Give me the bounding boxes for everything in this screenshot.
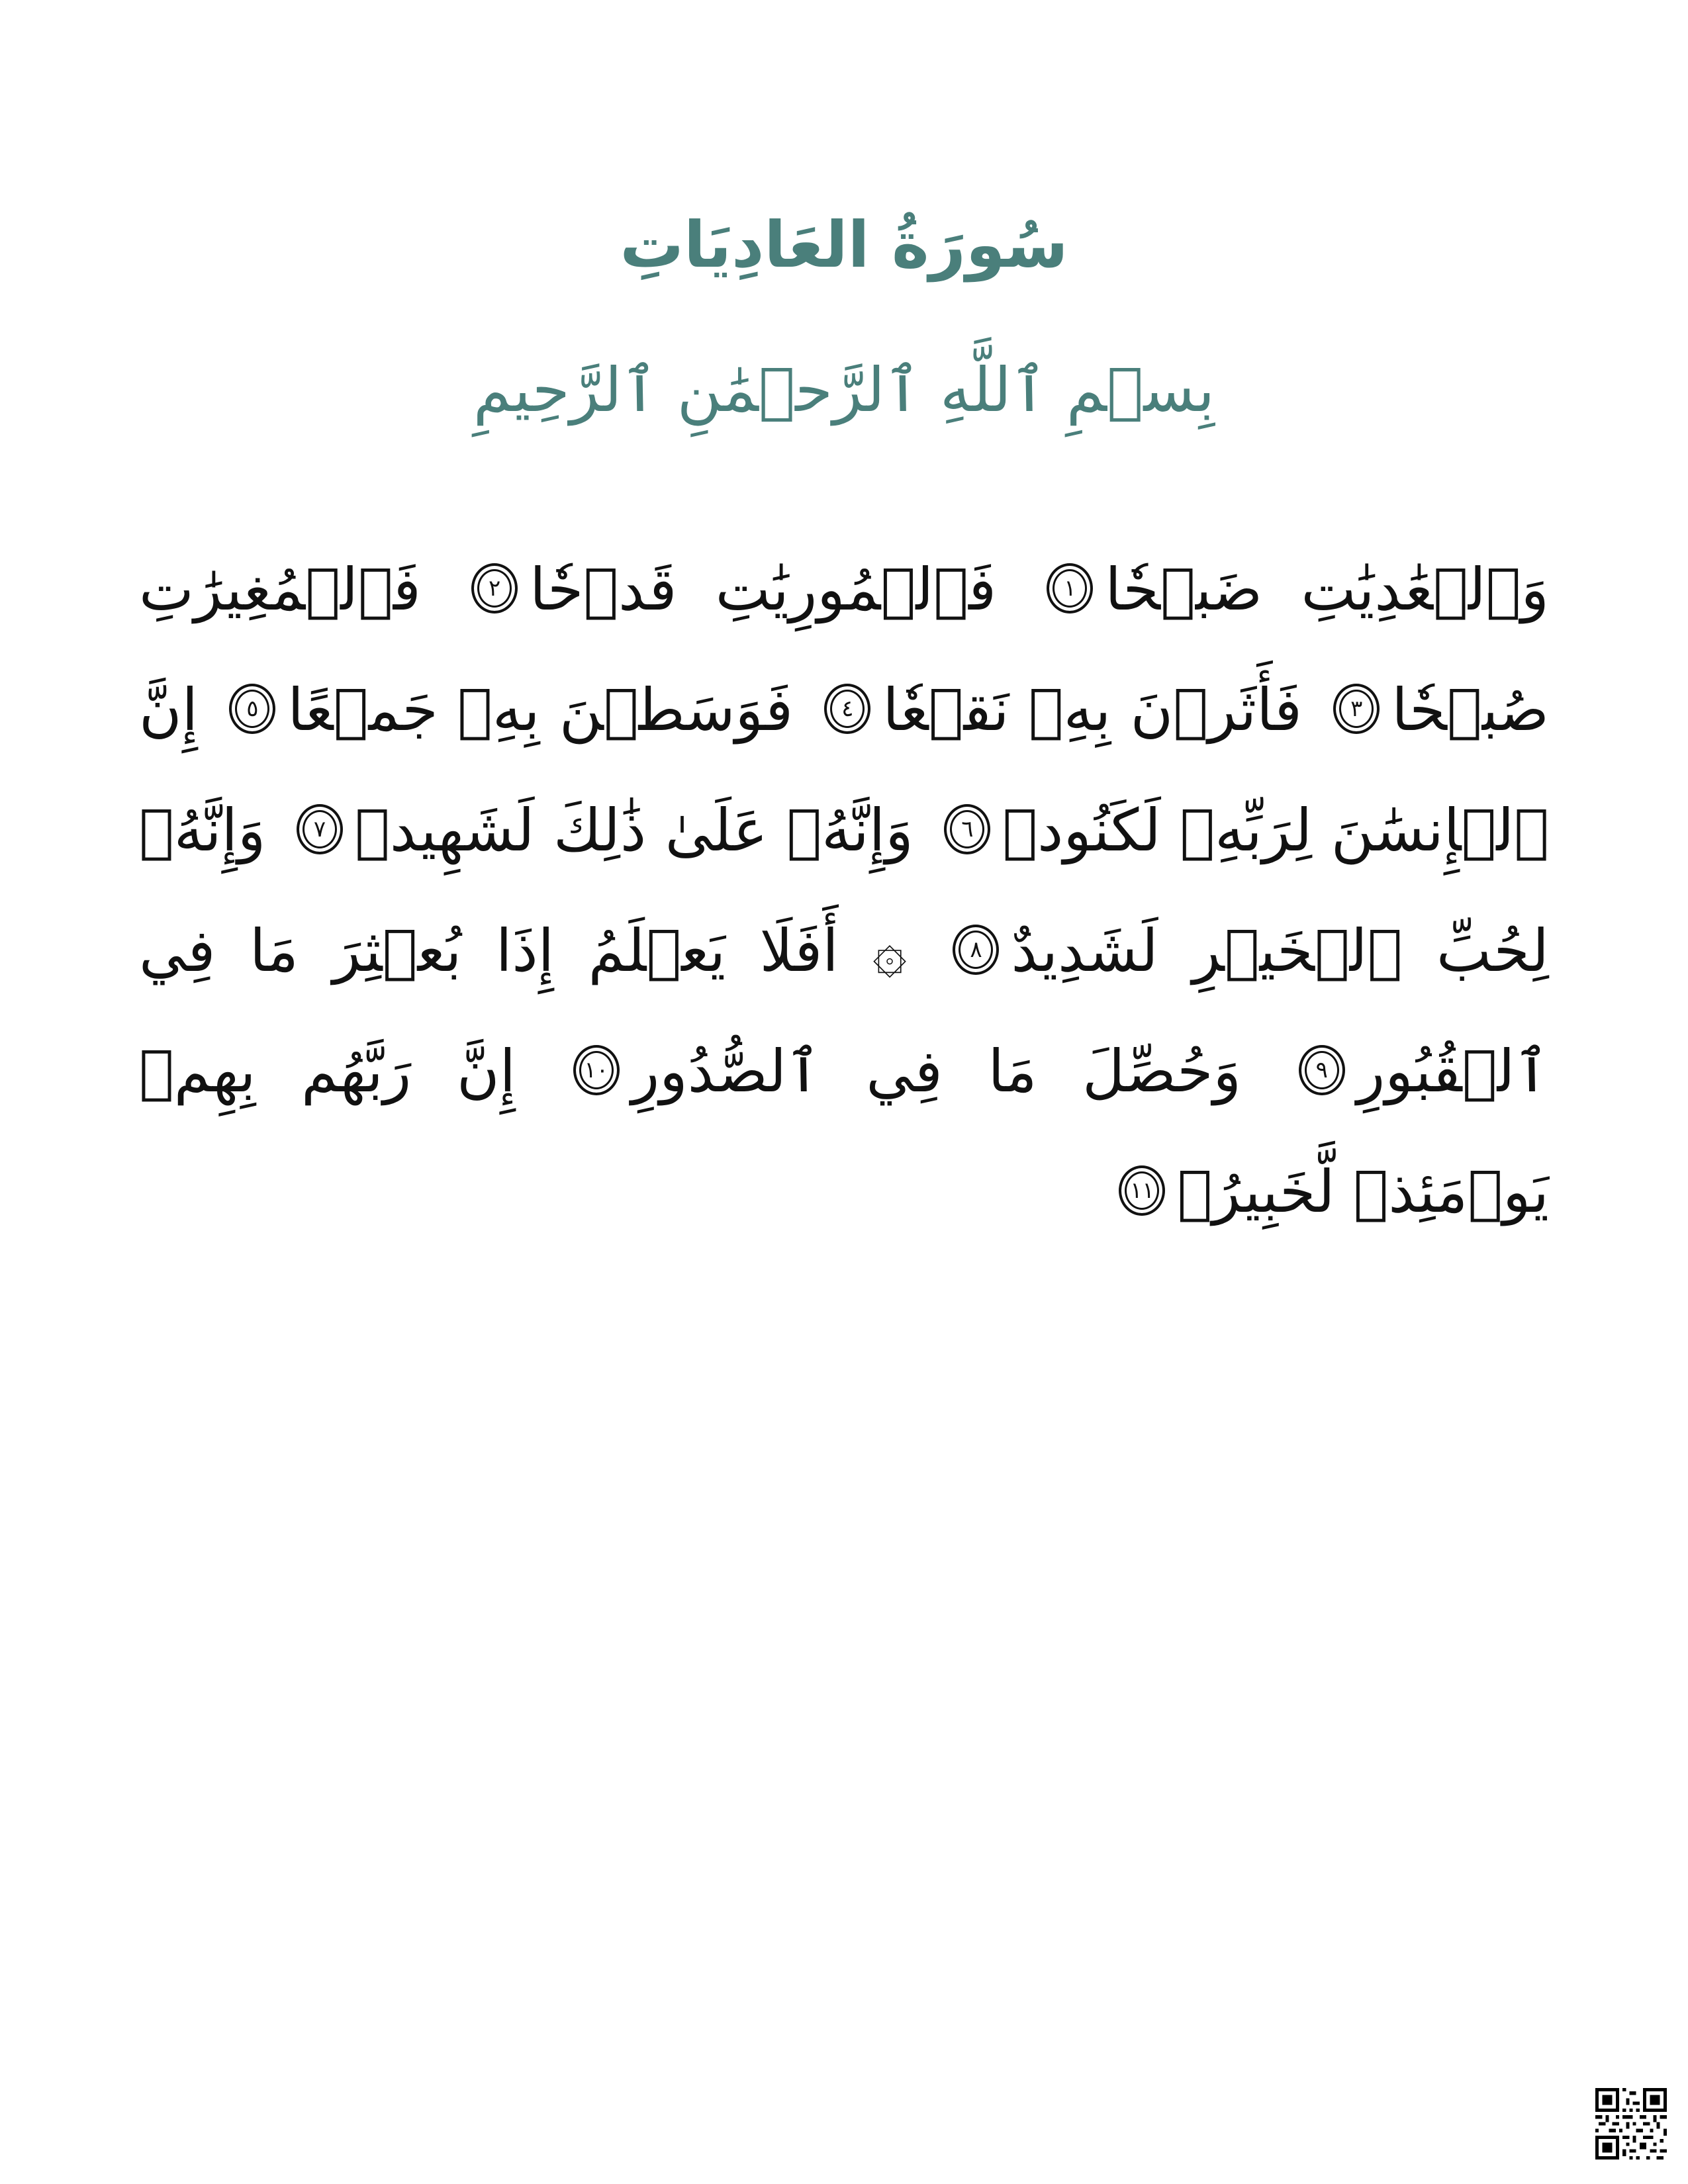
ayah-number-marker: ٨ [953, 925, 999, 975]
verse-text: وَإِنَّهُۥ عَلَىٰ ذَٰلِكَ لَشَهِيدٞ [355, 796, 914, 864]
verse-text: فَٱلۡمُغِيرَٰتِ صُبۡحٗا [139, 555, 1549, 744]
verses-block [139, 529, 1549, 1252]
verse-text: ۞ أَفَلَا يَعۡلَمُ إِذَا بُعۡثِرَ مَا فِي ٱلۡقُبُورِ [139, 917, 1549, 1105]
qr-code-icon [1595, 2088, 1667, 2160]
verse-4 [812, 676, 1302, 744]
verse-text: إِنَّ رَبَّهُم بِهِمۡ يَوۡمَئِذٖ لَّخَبِيرُۢ [139, 1037, 1549, 1226]
verse-text: فَأَثَرۡنَ بِهِۦ نَقۡعٗا [882, 676, 1302, 744]
ayah-number-marker: ٣ [1333, 684, 1380, 734]
verse-7 [285, 796, 914, 864]
ayah-number-marker: ٤ [824, 684, 870, 734]
ayah-number-marker: ٩ [1299, 1045, 1345, 1095]
verse-1 [1035, 555, 1549, 623]
ayah-number-marker: ١ [1047, 563, 1093, 614]
verse-text: فَوَسَطۡنَ بِهِۦ جَمۡعًا [287, 676, 794, 744]
verse-text: وَإِنَّهُۥ لِحُبِّ ٱلۡخَيۡرِ لَشَدِيدٌ [139, 796, 1549, 985]
verse-text: فَٱلۡمُورِيَٰتِ قَدۡحٗا [530, 555, 997, 623]
verse-2 [459, 555, 996, 623]
ayah-number-marker: ١٠ [573, 1045, 620, 1095]
ayah-number-marker: ١١ [1119, 1165, 1165, 1216]
ayah-number-marker: ٥ [229, 684, 275, 734]
surah-title: سُورَةُ العَادِيَاتِ [620, 208, 1068, 282]
ayah-number-marker: ٢ [471, 563, 518, 614]
verse-5 [217, 676, 793, 744]
ayah-number-marker: ٧ [297, 804, 343, 854]
verse-text: إِنَّ ٱلۡإِنسَٰنَ لِرَبِّهِۦ لَكَنُودٞ [139, 676, 1549, 864]
verse-text: وَٱلۡعَٰدِيَٰتِ ضَبۡحٗا [1105, 555, 1549, 623]
ayah-number-marker: ٦ [944, 804, 990, 854]
verse-text: وَحُصِّلَ مَا فِي ٱلصُّدُورِ [631, 1037, 1242, 1105]
basmala: بِسۡمِ ٱللَّهِ ٱلرَّحۡمَٰنِ ٱلرَّحِيمِ [473, 355, 1215, 426]
verse-10 [561, 1037, 1241, 1105]
